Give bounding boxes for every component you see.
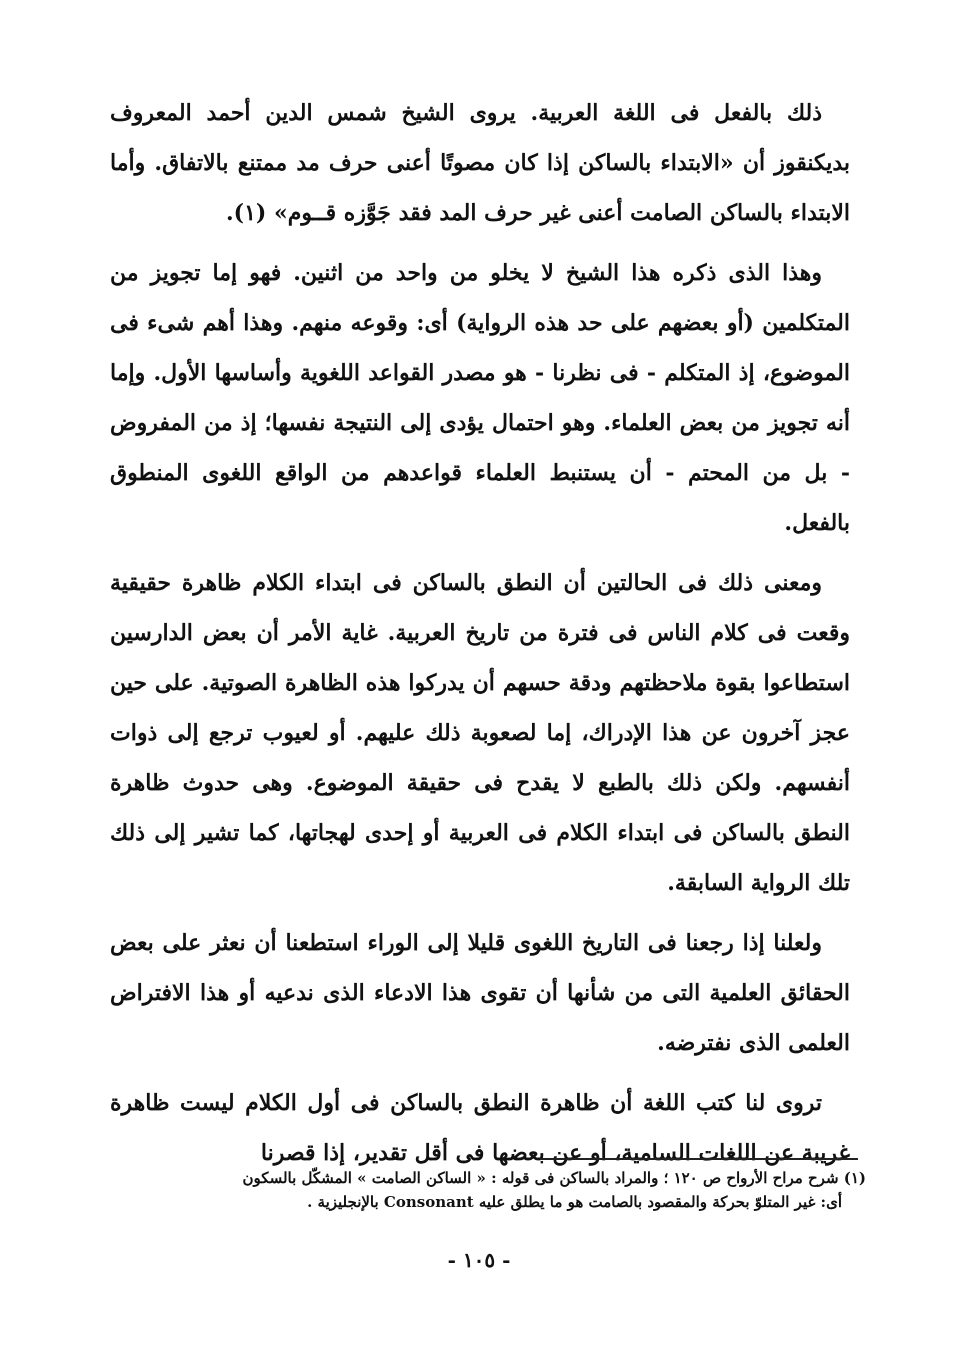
- paragraph: وهذا الذى ذكره هذا الشيخ لا يخلو من واحد من اثنين. فهو إما تجويز من المتكلمين (أو بعضهم على حد هذه الرواية) أى: وقوعه منهم. وهذا أهم شىء فى الموضوع، إذ المتكلم - فى نظرنا - هو مصدر القواعد اللغوية وأساسها الأول. وإما أنه تجويز من بعض العلماء. وهو احتمال يؤدى إلى النتيجة نفسها؛ إذ من المفروض - بل من المحتم - أن يستنبط العلماء قواعدهم من الواقع اللغوى المنطوق بالفعل.: [110, 260, 850, 536]
- footnotes: [110, 1166, 866, 1214]
- paragraph: ذلك بالفعل فى اللغة العربية. يروى الشيخ شمس الدين أحمد المعروف بديكنقوز أن «الابتداء بالساكن إذا كان مصوتًا أعنى حرف مد ممتنع بالاتفاق. وأما الابتداء بالساكن الصامت أعنى غير حرف المد فقد جَوَّزه قــوم» (١).: [110, 100, 850, 226]
- footnote-line: (١) شرح مراح الأرواح ص ١٢٠ ؛ والمراد بالساكن فى قوله : « الساكن الصامت » المشكّل بالسكون: [242, 1169, 866, 1187]
- main-text: [110, 88, 850, 1178]
- footnote-line: أى: غير المتلوّ بحركة والمقصود بالصامت هو ما يطلق عليه Consonant بالإنجليزية .: [307, 1193, 842, 1211]
- paragraph: ومعنى ذلك فى الحالتين أن النطق بالساكن فى ابتداء الكلام ظاهرة حقيقية وقعت فى كلام الناس فى فترة من تاريخ العربية. غاية الأمر أن بعض الدارسين استطاعوا بقوة ملاحظتهم ودقة حسهم أن يدركوا هذه الظاهرة الصوتية. على حين عجز آخرون عن هذا الإدراك، إما لصعوبة ذلك عليهم. أو لعيوب ترجع إلى ذوات أنفسهم. ولكن ذلك بالطبع لا يقدح فى حقيقة الموضوع. وهى حدوث ظاهرة النطق بالساكن فى ابتداء الكلام فى العربية أو إحدى لهجاتها، كما تشير إلى ذلك تلك الرواية السابقة.: [110, 570, 850, 896]
- page-number: - ١٠٥ -: [447, 1248, 511, 1272]
- footnote-divider: [540, 1158, 858, 1160]
- paragraph: تروى لنا كتب اللغة أن ظاهرة النطق بالساكن فى أول الكلام ليست ظاهرة غريبة عن اللغات السامية، أو عن بعضها فى أقل تقدير، إذا قصرنا: [110, 1090, 850, 1166]
- paragraph: ولعلنا إذا رجعنا فى التاريخ اللغوى قليلا إلى الوراء استطعنا أن نعثر على بعض الحقائق العلمية التى من شأنها أن تقوى هذا الادعاء الذى ندعيه أو هذا الافتراض العلمى الذى نفترضه.: [110, 930, 850, 1056]
